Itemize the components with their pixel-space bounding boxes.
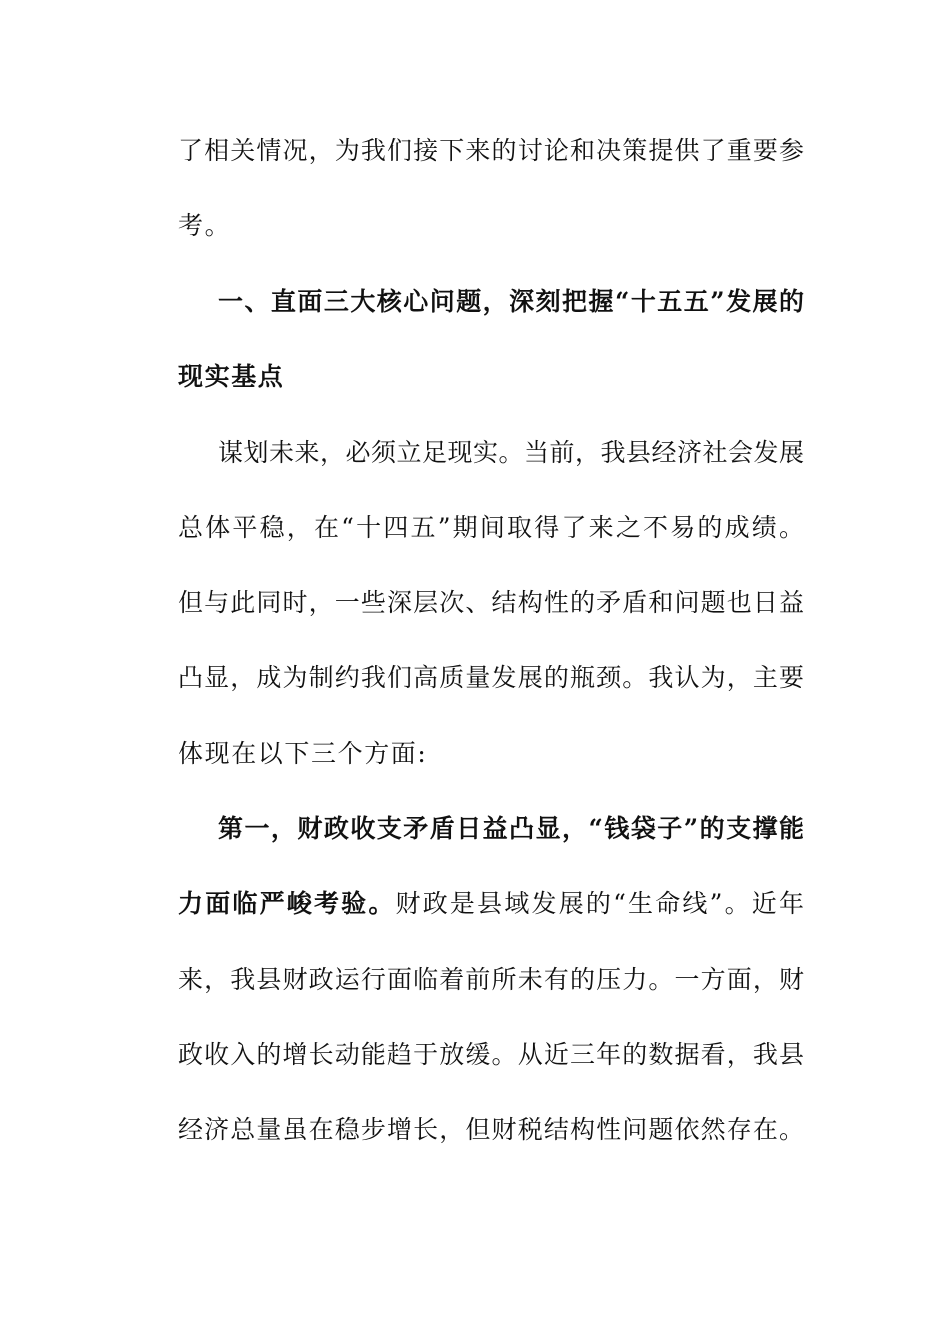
body-text-line: 了相关情况，为我们接下来的讨论和决策提供了重要参 (178, 136, 804, 165)
body-text-line: 体现在以下三个方面: (178, 739, 428, 768)
body-text-line: 谋划未来，必须立足现实。当前，我县经济社会发展 (218, 438, 804, 467)
section-heading: 一、直面三大核心问题，深刻把握“十五五”发展的 (218, 287, 804, 316)
subsection-heading-end: 力面临严峻考验。 (178, 889, 396, 918)
body-text-segment: 财政是县域发展的“生命线”。近年 (395, 889, 804, 918)
section-heading-continued: 现实基点 (178, 362, 285, 391)
body-text-line: 政收入的增长动能趋于放缓。从近三年的数据看，我县 (178, 1040, 804, 1069)
body-text-line: 凸显，成为制约我们高质量发展的瓶颈。我认为，主要 (178, 663, 804, 692)
body-text-line: 来，我县财政运行面临着前所未有的压力。一方面，财 (178, 965, 804, 994)
body-text-line: 但与此同时，一些深层次、结构性的矛盾和问题也日益 (178, 588, 804, 617)
mixed-text-line (178, 884, 804, 924)
body-text-line: 总体平稳，在“十四五”期间取得了来之不易的成绩。 (178, 513, 804, 542)
body-text-line: 考。 (178, 211, 232, 240)
body-text-line: 经济总量虽在稳步增长，但财税结构性问题依然存在。 (178, 1115, 804, 1144)
subsection-heading: 第一，财政收支矛盾日益凸显，“钱袋子”的支撑能 (218, 814, 804, 843)
